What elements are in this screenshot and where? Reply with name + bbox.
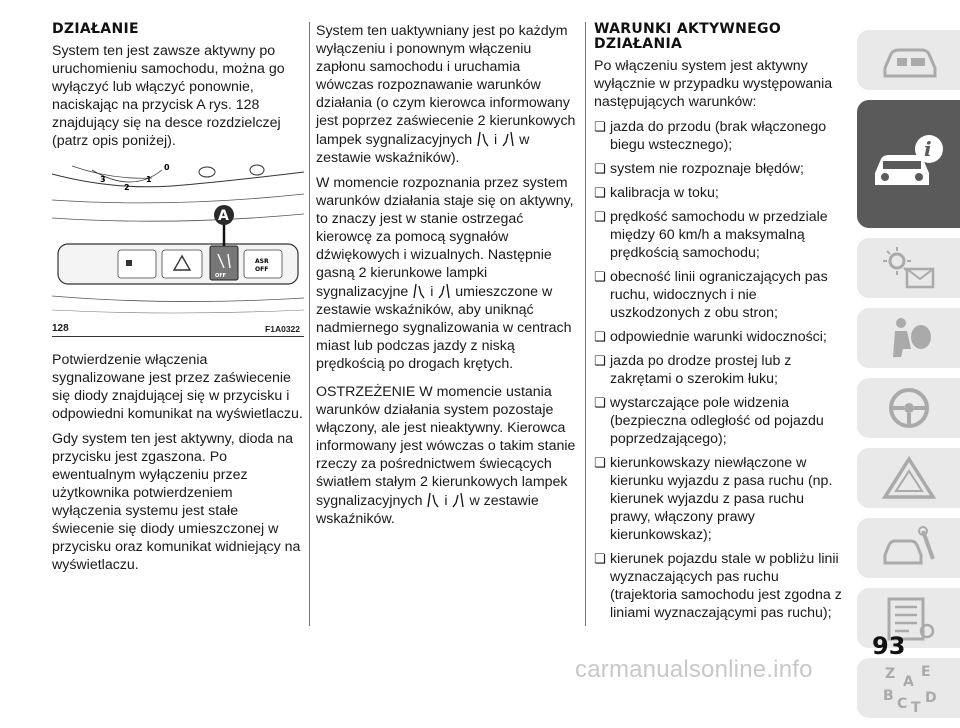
column-middle	[316, 22, 578, 535]
list-item: ❏ odpowiednie warunki widoczności;	[594, 328, 844, 346]
dial-number: 0	[164, 163, 170, 172]
list-item: ❏ kalibracja w toku;	[594, 184, 844, 202]
paragraph: Po włączeniu system jest aktywny wyłącznie w przypadku występowania następujących warunków:	[594, 58, 833, 110]
paragraph-warning	[316, 383, 578, 528]
callout-label-a: A	[218, 208, 229, 224]
svg-text:i: i	[923, 137, 932, 161]
svg-text:E: E	[920, 664, 931, 680]
lane-left-indicator-icon	[427, 491, 439, 509]
door-lock-button[interactable]	[118, 250, 156, 278]
text-run: umieszczone w zestawie wskaźników, aby uniknąć nadmiernego sygnalizowania w centrach miast lub podczas jazdy z niską prędkością po drogach krętych.	[316, 284, 572, 372]
paragraph: System ten jest zawsze aktywny po uruchomieniu samochodu, można go wyłączyć lub włączyć ponownie, naciskając na przycisk A rys. 128 znajdujący się na desce rozdzielczej (patrz opis poniżej).	[52, 43, 285, 149]
airbag-icon	[877, 313, 941, 363]
svg-text:T: T	[910, 700, 921, 714]
chapter-tab-emergency[interactable]	[857, 448, 960, 508]
button-label-asr: ASR	[255, 258, 269, 265]
fan-icon	[199, 167, 215, 177]
paragraph: Potwierdzenie włączenia sygnalizowane jest przez zaświecenie się diody znajdującej się w przycisku i odpowiedni komunikat na wyświetlaczu.	[52, 352, 303, 422]
wrench-car-icon	[877, 523, 941, 573]
list-item: ❏ prędkość samochodu w przedziale między 60 km/h a maksymalną prędkością samochodu;	[594, 208, 844, 262]
chapter-tab-index[interactable]	[857, 658, 960, 718]
column-divider	[309, 22, 310, 626]
list-item: ❏ wystarczające pole widzenia (bezpieczna odległość od pojazdu poprzedzającego);	[594, 394, 844, 448]
list-item: ❏ kierunkowskazy niewłączone w kierunku wyjazdu z pasa ruchu (np. kierunek wyjazdu z pasa ruchu prawy, włączony prawy kierunkowskaz);	[594, 454, 844, 544]
column-right	[594, 22, 844, 628]
chapter-tab-warning-lights[interactable]	[857, 238, 960, 298]
dashboard-button-illustration	[52, 160, 304, 318]
list-item: ❏ obecność linii ograniczających pas ruchu, widocznych i nie uszkodzonych z obu stron;	[594, 268, 844, 322]
list-item: ❏ kierunek pojazdu stale w pobliżu linii wyznaczających pas ruchu (trajektoria samochodu jest zgodna z liniami wyznaczającymi pas ruchu);	[594, 550, 844, 622]
column-divider	[585, 22, 586, 626]
steering-wheel-icon	[877, 383, 941, 433]
defrost-icon	[250, 165, 264, 175]
warning-lights-icon	[877, 243, 941, 293]
svg-text:D: D	[924, 690, 937, 706]
lane-right-indicator-icon	[438, 282, 450, 300]
chapter-tab-dashboard[interactable]	[857, 30, 960, 90]
lane-right-indicator-icon	[452, 491, 464, 509]
list-item: ❏ jazda po drodze prostej lub z zakrętami o szerokim łuku;	[594, 352, 844, 388]
text-run: i	[444, 493, 448, 509]
chapter-tab-maintenance[interactable]	[857, 518, 960, 578]
heading-line: DZIAŁANIA	[594, 36, 683, 52]
car-info-icon	[869, 129, 949, 199]
hazard-button[interactable]	[162, 250, 202, 278]
svg-text:Z: Z	[884, 666, 895, 682]
chapter-tabs-sidebar	[857, 30, 960, 728]
chapter-tab-info[interactable]	[857, 100, 960, 228]
text-run: OSTRZEŻENIE W momencie ustania warunków działania system pozostaje włączony, ale jest nieaktywny. Kierowca informowany jest wówczas o takim stanie rzeczy za pośrednictwem świecących światłem stałym 2 kierunkowych lampek sygnalizacyjnych	[316, 384, 576, 509]
lane-right-indicator-icon	[502, 130, 514, 148]
car-dashboard-icon	[877, 38, 941, 82]
dial-number: 3	[100, 175, 106, 184]
button-label-off: OFF	[215, 273, 227, 279]
page-number: 93	[872, 632, 906, 660]
text-run: System ten uaktywniany jest po każdym wyłączeniu i ponownym włączeniu zapłonu samochodu i uruchamia wówczas rozpoznawanie warunków działania (o czym kierowca informowany jest poprzez zaświecenie 2 kierunkowych lampek sygnalizacyjnych	[316, 23, 576, 148]
dial-number: 2	[124, 183, 130, 192]
figure-128	[52, 160, 304, 337]
section-heading-dzialanie: DZIAŁANIE	[52, 21, 139, 37]
lane-left-indicator-icon	[477, 130, 489, 148]
button-label-off: OFF	[255, 266, 269, 273]
column-left	[52, 22, 304, 581]
text-run: i	[494, 132, 498, 148]
figure-code: F1A0322	[265, 324, 300, 334]
paragraph	[316, 22, 578, 167]
emergency-triangle-icon	[877, 453, 941, 503]
figure-number: 128	[52, 323, 69, 334]
watermark-text: carmanualsonline.info	[575, 656, 813, 683]
lane-left-indicator-icon	[413, 282, 425, 300]
paragraph: Gdy system ten jest aktywny, dioda na przycisku jest zgaszona. Po ewentualnym wyłączeniu przez użytkownika potwierdzeniem wyłączenia systemu jest stałe świecenie się diody umieszczonej w przycisku oraz komunikat widniejący na wyświetlaczu.	[52, 431, 301, 573]
svg-text:C: C	[896, 696, 907, 712]
text-run: w zestawie wskaźników).	[316, 132, 530, 166]
svg-text:A: A	[902, 674, 914, 690]
text-run: W momencie rozpoznania przez system warunków działania staje się on aktywny, to znaczy jest w stanie ostrzegać kierowcę za pomocą sygnałów dźwiękowych i wizualnych. Następnie gasną 2 kierunkowe lampki sygnalizacyjne	[316, 175, 574, 300]
heading-line: WARUNKI AKTYWNEGO	[594, 21, 782, 37]
svg-text:B: B	[882, 688, 894, 704]
list-item: ❏ system nie rozpoznaje błędów;	[594, 160, 844, 178]
chapter-tab-safety[interactable]	[857, 308, 960, 368]
text-run: w zestawie wskaźników.	[316, 493, 539, 527]
section-heading-warunki	[594, 22, 844, 52]
dial-number: 1	[146, 175, 152, 184]
chapter-tab-driving[interactable]	[857, 378, 960, 438]
paragraph	[316, 174, 578, 373]
conditions-list	[594, 118, 844, 622]
text-run: i	[430, 284, 434, 300]
alphabet-index-icon	[877, 662, 941, 714]
list-item: ❏ jazda do przodu (brak włączonego biegu wstecznego);	[594, 118, 844, 154]
